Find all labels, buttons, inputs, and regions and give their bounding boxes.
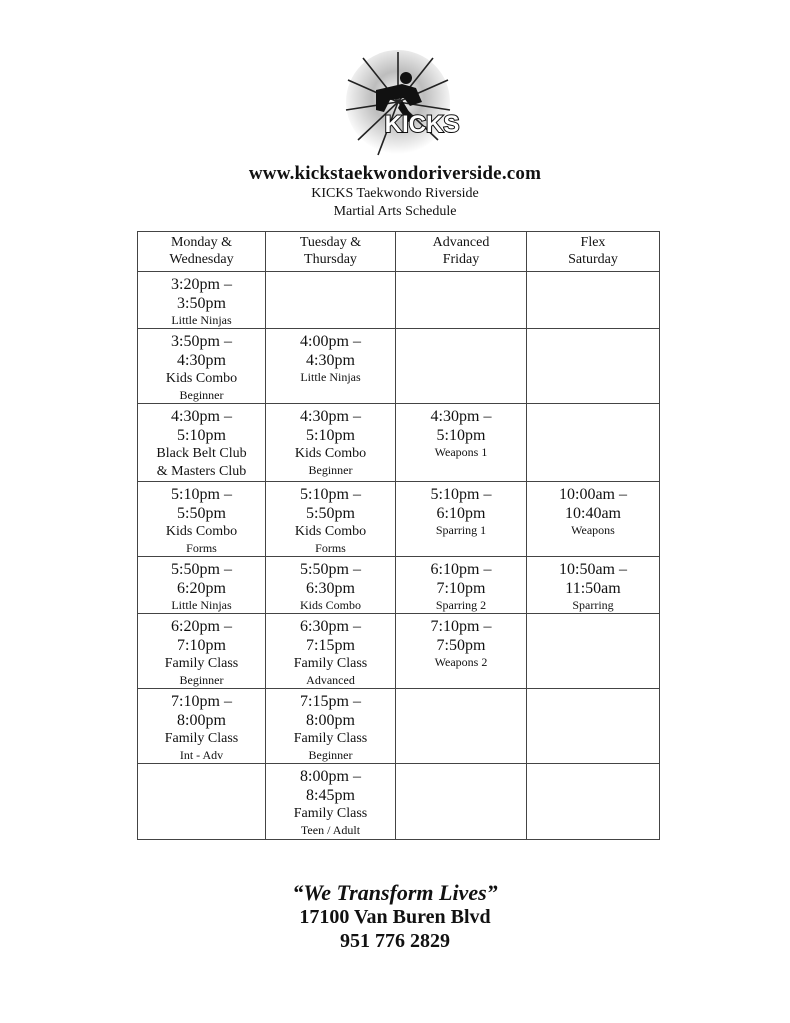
schedule-row bbox=[138, 272, 660, 329]
class-name: Kids Combo bbox=[294, 524, 367, 539]
class-time-start: 5:50pm – bbox=[300, 561, 361, 578]
class-time-start: 6:10pm – bbox=[430, 561, 492, 578]
class-time-end: 6:10pm bbox=[436, 505, 486, 522]
kicks-logo bbox=[318, 50, 478, 160]
empty-cell bbox=[266, 272, 396, 329]
class-cell bbox=[266, 764, 396, 840]
class-time-end: 5:50pm bbox=[177, 505, 226, 522]
kicks-logo-icon bbox=[318, 50, 478, 160]
class-cell bbox=[396, 482, 527, 557]
table-header-row bbox=[138, 232, 660, 272]
class-name: Black Belt Club bbox=[156, 446, 247, 461]
class-time-start: 5:10pm – bbox=[171, 486, 232, 503]
class-time-end: 6:20pm bbox=[177, 580, 226, 597]
class-name: Kids Combo bbox=[165, 524, 238, 539]
empty-cell bbox=[527, 764, 660, 840]
class-name: Family Class bbox=[164, 656, 239, 671]
column-header: Monday & Wednesday bbox=[138, 232, 266, 272]
class-level: Forms bbox=[186, 541, 217, 555]
class-cell bbox=[138, 404, 266, 482]
class-name-line2: & Masters Club bbox=[156, 464, 247, 479]
class-time-start: 7:15pm – bbox=[300, 693, 361, 710]
class-cell bbox=[138, 614, 266, 689]
class-name: Family Class bbox=[164, 731, 239, 746]
class-time-start: 10:50am – bbox=[559, 561, 627, 578]
empty-cell bbox=[527, 689, 660, 764]
empty-cell bbox=[396, 329, 527, 404]
class-cell bbox=[266, 557, 396, 614]
empty-cell bbox=[138, 764, 266, 840]
class-name: Family Class bbox=[293, 731, 368, 746]
class-level: Int - Adv bbox=[179, 748, 224, 762]
class-name: Family Class bbox=[293, 806, 368, 821]
class-time-start: 6:20pm – bbox=[171, 618, 232, 635]
column-header: Advanced Friday bbox=[396, 232, 527, 272]
class-cell bbox=[527, 482, 660, 557]
schedule-row bbox=[138, 557, 660, 614]
class-level: Beginner bbox=[308, 748, 353, 762]
class-level: Weapons 2 bbox=[434, 655, 488, 669]
class-level: Beginner bbox=[179, 673, 224, 687]
class-level: Little Ninjas bbox=[300, 370, 361, 384]
empty-cell bbox=[527, 272, 660, 329]
schedule-row bbox=[138, 614, 660, 689]
class-time-end: 7:10pm bbox=[436, 580, 486, 597]
class-cell bbox=[266, 689, 396, 764]
class-cell bbox=[138, 557, 266, 614]
schedule-row bbox=[138, 764, 660, 840]
phone-number: 951 776 2829 bbox=[340, 930, 450, 952]
class-cell bbox=[138, 329, 266, 404]
class-cell bbox=[396, 614, 527, 689]
class-cell bbox=[266, 329, 396, 404]
empty-cell bbox=[396, 764, 527, 840]
schedule-row bbox=[138, 689, 660, 764]
class-time-end: 7:50pm bbox=[436, 637, 486, 654]
class-time-end: 4:30pm bbox=[306, 352, 355, 369]
class-cell bbox=[138, 272, 266, 329]
schedule-row bbox=[138, 404, 660, 482]
class-time-start: 4:30pm – bbox=[300, 408, 361, 425]
class-cell bbox=[138, 482, 266, 557]
class-cell bbox=[266, 482, 396, 557]
class-level: Advanced bbox=[306, 673, 355, 687]
class-time-end: 5:10pm bbox=[306, 427, 355, 444]
address: 17100 Van Buren Blvd bbox=[299, 906, 491, 928]
class-level: Forms bbox=[315, 541, 346, 555]
class-time-start: 4:00pm – bbox=[300, 333, 361, 350]
motto: “We Transform Lives” bbox=[292, 880, 498, 905]
column-header: Flex Saturday bbox=[527, 232, 660, 272]
logo-text: KICKS bbox=[384, 111, 460, 138]
class-cell bbox=[396, 404, 527, 482]
class-time-start: 3:20pm – bbox=[171, 276, 232, 293]
class-time-end: 4:30pm bbox=[177, 352, 226, 369]
class-time-start: 3:50pm – bbox=[171, 333, 232, 350]
class-time-end: 5:10pm bbox=[436, 427, 486, 444]
class-level: Sparring bbox=[572, 598, 614, 612]
class-time-end: 10:40am bbox=[565, 505, 621, 522]
class-time-start: 7:10pm – bbox=[171, 693, 232, 710]
empty-cell bbox=[396, 272, 527, 329]
class-time-start: 5:10pm – bbox=[300, 486, 361, 503]
class-cell bbox=[527, 557, 660, 614]
class-level: Sparring 2 bbox=[435, 598, 487, 612]
class-time-start: 7:10pm – bbox=[430, 618, 492, 635]
empty-cell bbox=[396, 689, 527, 764]
empty-cell bbox=[527, 404, 660, 482]
class-level: Kids Combo bbox=[299, 598, 361, 612]
class-time-start: 10:00am – bbox=[559, 486, 627, 503]
class-time-start: 5:50pm – bbox=[171, 561, 232, 578]
schedule-title: Martial Arts Schedule bbox=[333, 204, 457, 219]
class-level: Beginner bbox=[308, 463, 353, 477]
class-name: Family Class bbox=[293, 656, 368, 671]
class-cell bbox=[396, 557, 527, 614]
class-time-start: 4:30pm – bbox=[430, 408, 492, 425]
class-name: Kids Combo bbox=[294, 446, 367, 461]
empty-cell bbox=[527, 614, 660, 689]
column-header: Tuesday & Thursday bbox=[266, 232, 396, 272]
class-level: Weapons bbox=[571, 523, 615, 537]
class-level: Teen / Adult bbox=[300, 823, 361, 837]
website-url[interactable]: www.kickstaekwondoriverside.com bbox=[248, 163, 542, 184]
class-level: Little Ninjas bbox=[171, 598, 232, 612]
class-schedule-table bbox=[137, 231, 660, 840]
class-level: Little Ninjas bbox=[171, 313, 232, 327]
class-time-end: 11:50am bbox=[565, 580, 621, 597]
schedule-row bbox=[138, 329, 660, 404]
class-cell bbox=[266, 404, 396, 482]
class-time-start: 8:00pm – bbox=[300, 768, 361, 785]
schedule-row bbox=[138, 482, 660, 557]
class-level: Weapons 1 bbox=[434, 445, 488, 459]
class-time-end: 7:15pm bbox=[306, 637, 355, 654]
class-time-end: 8:00pm bbox=[306, 712, 355, 729]
class-time-start: 6:30pm – bbox=[300, 618, 361, 635]
class-level: Sparring 1 bbox=[435, 523, 487, 537]
class-time-end: 8:00pm bbox=[177, 712, 226, 729]
class-name: Kids Combo bbox=[165, 371, 238, 386]
class-time-end: 7:10pm bbox=[177, 637, 226, 654]
empty-cell bbox=[527, 329, 660, 404]
class-time-end: 5:10pm bbox=[177, 427, 226, 444]
class-time-end: 8:45pm bbox=[306, 787, 355, 804]
school-name: KICKS Taekwondo Riverside bbox=[311, 186, 479, 201]
class-time-end: 3:50pm bbox=[177, 295, 226, 312]
class-level: Beginner bbox=[179, 388, 224, 402]
class-cell bbox=[138, 689, 266, 764]
class-time-end: 6:30pm bbox=[306, 580, 355, 597]
class-time-end: 5:50pm bbox=[306, 505, 355, 522]
class-time-start: 4:30pm – bbox=[171, 408, 232, 425]
class-cell bbox=[266, 614, 396, 689]
class-time-start: 5:10pm – bbox=[430, 486, 492, 503]
